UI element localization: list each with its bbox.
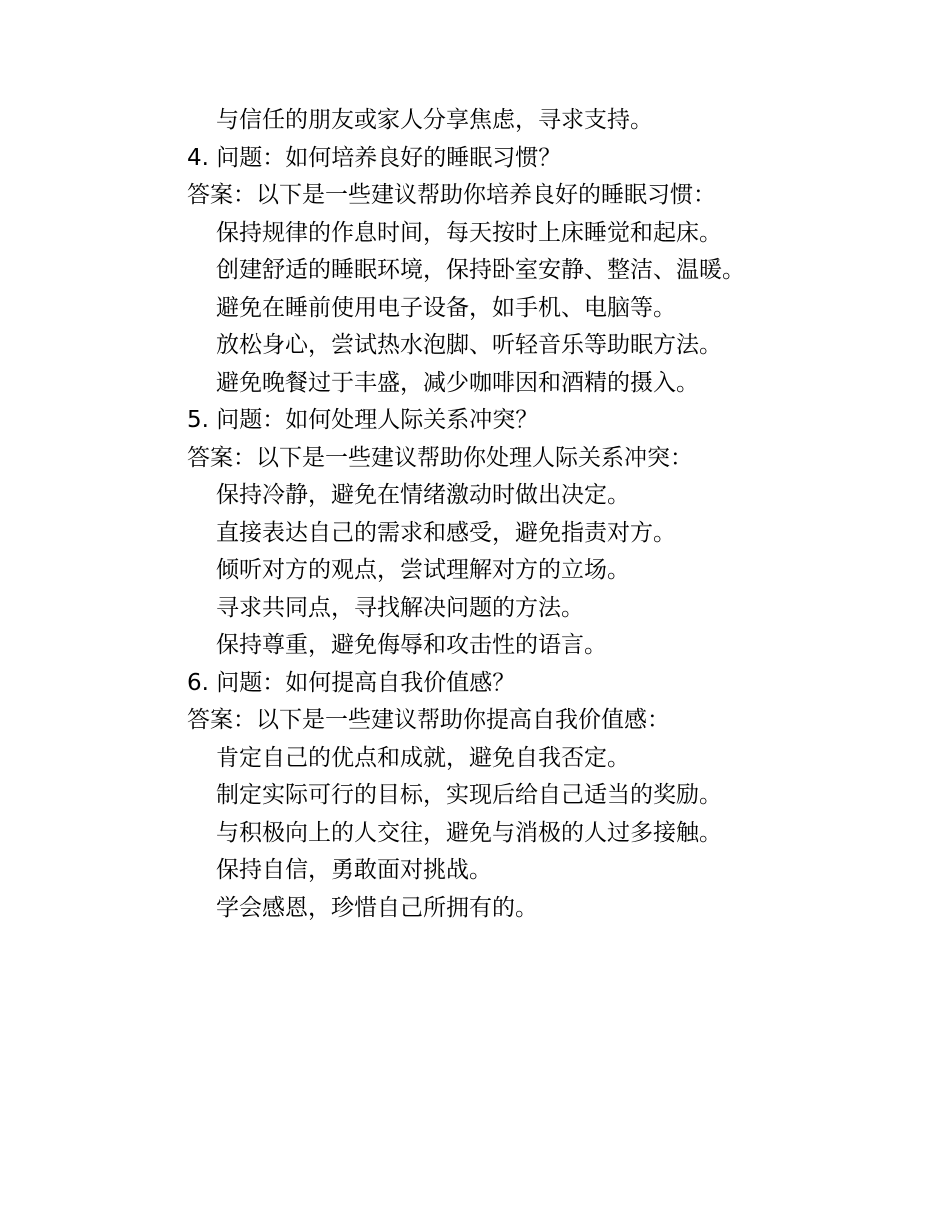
bullet-line: 避免在睡前使用电子设备，如手机、电脑等。 — [216, 294, 676, 321]
answer-intro: 答案：以下是一些建议帮助你提高自我价值感： — [187, 707, 670, 733]
bullet-line: 寻求共同点，寻找解决问题的方法。 — [216, 594, 584, 621]
bullet-line: 与积极向上的人交往，避免与消极的人过多接触。 — [216, 819, 722, 846]
bullet-line: 放松身心，尝试热水泡脚、听轻音乐等助眠方法。 — [216, 332, 722, 358]
document-page — [0, 102, 950, 927]
bullet-line: 学会感恩，珍惜自己所拥有的。 — [216, 894, 538, 921]
bullet-line: 保持尊重，避免侮辱和攻击性的语言。 — [216, 632, 607, 658]
bullet-line: 直接表达自己的需求和感受，避免指责对方。 — [216, 519, 676, 546]
bullet-line: 制定实际可行的目标，实现后给自己适当的奖励。 — [216, 782, 722, 808]
question-heading: 4. 问题：如何培养良好的睡眠习惯？ — [187, 144, 562, 171]
bullet-line: 保持自信，勇敢面对挑战。 — [216, 857, 492, 883]
answer-intro: 答案：以下是一些建议帮助你处理人际关系冲突： — [187, 444, 693, 471]
bullet-line: 创建舒适的睡眠环境，保持卧室安静、整洁、温暖。 — [216, 257, 745, 283]
bullet-line: 保持规律的作息时间，每天按时上床睡觉和起床。 — [216, 219, 722, 246]
bullet-line: 与信任的朋友或家人分享焦虑，寻求支持。 — [216, 107, 653, 133]
bullet-line: 避免晚餐过于丰盛，减少咖啡因和酒精的摄入。 — [216, 369, 699, 396]
question-heading: 6. 问题：如何提高自我价值感？ — [187, 669, 516, 696]
question-heading: 5. 问题：如何处理人际关系冲突？ — [187, 407, 539, 433]
bullet-line: 倾听对方的观点，尝试理解对方的立场。 — [216, 557, 630, 583]
bullet-line: 保持冷静，避免在情绪激动时做出决定。 — [216, 482, 630, 508]
bullet-line: 肯定自己的优点和成就，避免自我否定。 — [216, 744, 630, 771]
answer-intro: 答案：以下是一些建议帮助你培养良好的睡眠习惯： — [187, 182, 716, 208]
